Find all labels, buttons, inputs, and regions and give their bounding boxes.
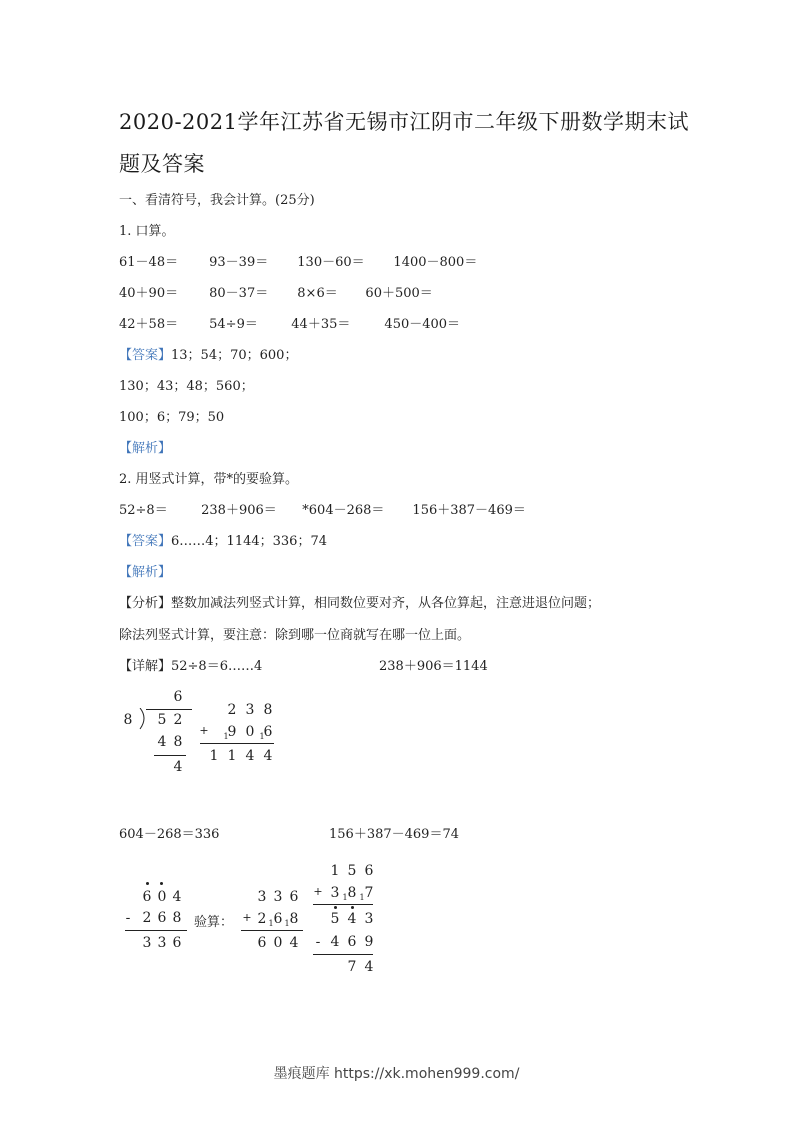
product-digit: 8 [173,734,183,750]
division-bracket [139,708,149,730]
addend-digit: 9 [227,724,237,740]
analysis-paragraph-2: 除法列竖式计算，要注意：除到哪一位商就写在哪一位上面。 [119,628,471,643]
partial-sum-digit: 5 [330,911,340,927]
addend-digit: 5 [347,863,357,879]
division-underline [154,755,186,756]
difference-digit: 3 [142,935,152,951]
page-title-line-1: 2020-2021学年江苏省无锡市江阴市二年级下册数学期末试 [119,110,689,134]
carry-digit: 1 [284,919,290,928]
q1-row-1 [119,251,477,270]
dividend-digit: 5 [157,712,167,728]
sum-digit: 4 [245,748,255,764]
sum-digit: 4 [263,748,273,764]
q1-answer-line-3: 100；6；79；50 [119,410,225,425]
addend-digit: 2 [257,911,267,927]
addend-digit: 3 [245,702,255,718]
carry-digit: 1 [342,893,348,902]
result-digit: 7 [347,959,357,975]
q1-item: 450－400＝ [384,317,461,332]
subtrahend-digit: 6 [157,910,167,926]
minuend-digit: 4 [172,889,182,905]
combo-underline-1 [313,904,373,905]
q2-answer-line [119,530,327,549]
q2-analysis-tag: 【解析】 [119,565,172,580]
subtrahend-digit: 2 [142,910,152,926]
minuend-digit: 6 [142,889,152,905]
q2-item: 52÷8＝ [119,503,168,518]
q2-answer-text: 6……4；1144；336；74 [171,534,327,549]
question-1-label: 1. 口算。 [119,224,175,239]
addend-digit: 3 [273,889,283,905]
sum-digit: 0 [273,935,283,951]
q1-item: 54÷9＝ [209,317,258,332]
difference-digit: 3 [157,935,167,951]
sum-digit: 1 [209,748,219,764]
q2-item: 238＋906＝ [201,503,277,518]
product-digit: 4 [157,734,167,750]
q1-item: 8×6＝ [297,286,338,301]
section-heading: 一、看清符号，我会计算。(25分) [119,193,315,208]
q1-item: 80－37＝ [209,286,269,301]
addend-digit: 0 [245,724,255,740]
carry-digit: 1 [359,893,365,902]
addend-digit: 3 [330,885,340,901]
remainder-digit: 4 [173,759,183,775]
partial-sum-digit: 3 [364,911,374,927]
q1-item: 42＋58＝ [119,317,179,332]
dividend-digit: 2 [173,712,183,728]
q1-item: 61－48＝ [119,255,179,270]
check-label: 验算： [194,915,234,930]
detail-division-label: 【详解】52÷8＝6……4 [119,659,263,674]
addend-digit: 8 [263,702,273,718]
page-title-line-2: 题及答案 [119,152,205,176]
subtrahend-digit: 6 [347,934,357,950]
q1-item: 40＋90＝ [119,286,179,301]
addend-digit: 6 [273,911,283,927]
sum-digit: 1 [227,748,237,764]
plus-sign: + [199,724,209,737]
q1-analysis-tag: 【解析】 [119,441,172,456]
borrow-dot [160,882,163,885]
addend-digit: 8 [289,911,299,927]
minuend-digit: 0 [157,889,167,905]
q1-item: 130－60＝ [297,255,365,270]
detail-addition-label: 238＋906＝1144 [379,659,488,674]
carry-digit: 1 [223,732,229,741]
q1-item: 93－39＝ [209,255,269,270]
addend-digit: 6 [364,863,374,879]
answer-tag: 【答案】 [119,534,172,549]
borrow-dot [351,906,354,909]
q2-item: *604－268＝ [302,503,385,518]
minus-sign: - [125,910,131,926]
borrow-dot [146,882,149,885]
subtraction-label: 604－268＝336 [119,827,220,842]
subtraction-underline [125,930,187,931]
addend-digit: 3 [257,889,267,905]
addend-digit: 2 [227,702,237,718]
plus-sign: + [242,911,252,924]
q1-row-3 [119,313,460,332]
q1-answer-line-1 [119,344,297,363]
borrow-dot [334,906,337,909]
check-underline [241,930,303,931]
sum-digit: 6 [257,935,267,951]
addend-digit: 1 [330,863,340,879]
q1-item: 60＋500＝ [365,286,433,301]
combo-label: 156＋387－469＝74 [329,827,459,842]
combo-underline-2 [313,954,373,955]
q1-item: 44＋35＝ [291,317,351,332]
difference-digit: 6 [172,935,182,951]
addition-underline [200,743,274,744]
partial-sum-digit: 4 [347,911,357,927]
answer-tag: 【答案】 [119,348,172,363]
analysis-paragraph-1: 【分析】整数加减法列竖式计算，相同数位要对齐，从各位算起，注意进退位问题； [119,596,601,611]
subtrahend-digit: 9 [364,934,374,950]
addend-digit: 8 [347,885,357,901]
q1-item: 1400－800＝ [393,255,478,270]
sum-digit: 4 [289,935,299,951]
question-2-label: 2. 用竖式计算，带*的要验算。 [119,472,299,487]
carry-digit: 1 [259,732,265,741]
subtrahend-digit: 8 [172,910,182,926]
addend-digit: 6 [263,724,273,740]
footer-watermark: 墨痕题库 https://xk.mohen999.com/ [273,1066,520,1082]
q2-item: 156＋387－469＝ [412,503,526,518]
subtrahend-digit: 4 [330,934,340,950]
quotient-digit: 6 [173,689,183,705]
q2-items [119,499,526,518]
q1-answer-text: 13；54；70；600； [171,348,298,363]
result-digit: 4 [364,959,374,975]
addend-digit: 6 [289,889,299,905]
minus-sign: - [315,934,321,950]
q1-answer-line-2: 130；43；48；560； [119,379,254,394]
addend-digit: 7 [364,885,374,901]
division-bar [146,709,192,710]
plus-sign: + [313,885,323,898]
q1-row-2 [119,282,433,301]
divisor-digit: 8 [123,712,133,728]
carry-digit: 1 [268,919,274,928]
